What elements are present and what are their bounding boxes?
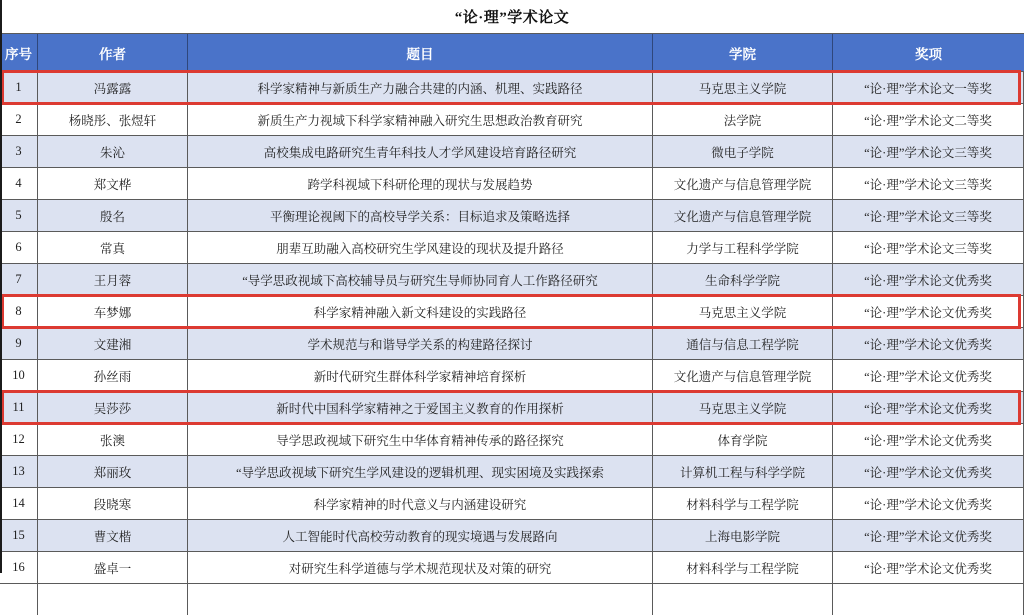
cell-title: 学术规范与和谐导学关系的构建路径探讨 bbox=[188, 328, 653, 359]
cell-no: 7 bbox=[0, 264, 38, 295]
cell-author: 冯露露 bbox=[38, 72, 188, 103]
cell-author: 常真 bbox=[38, 232, 188, 263]
cell-college: 法学院 bbox=[653, 104, 833, 135]
table-row bbox=[0, 232, 1024, 264]
cell-author: 杨晓彤、张煜轩 bbox=[38, 104, 188, 135]
cell-college: 生命科学学院 bbox=[653, 264, 833, 295]
cell-author: 孙丝雨 bbox=[38, 360, 188, 391]
cell-no: 1 bbox=[0, 72, 38, 103]
cell-author: 车梦娜 bbox=[38, 296, 188, 327]
cell-college: 上海电影学院 bbox=[653, 520, 833, 551]
cell-title: 跨学科视域下科研伦理的现状与发展趋势 bbox=[188, 168, 653, 199]
cell-no: 13 bbox=[0, 456, 38, 487]
table-row-highlighted bbox=[0, 72, 1024, 104]
cell-title: 高校集成电路研究生青年科技人才学风建设培育路径研究 bbox=[188, 136, 653, 167]
table-row bbox=[0, 488, 1024, 520]
awards-table bbox=[0, 33, 1024, 615]
cell-college: 通信与信息工程学院 bbox=[653, 328, 833, 359]
table-row bbox=[0, 520, 1024, 552]
cell-author: 朱沁 bbox=[38, 136, 188, 167]
cell-title: 新时代中国科学家精神之于爱国主义教育的作用探析 bbox=[188, 392, 653, 423]
cell-college: 文化遗产与信息管理学院 bbox=[653, 200, 833, 231]
cell-empty bbox=[833, 584, 1024, 615]
page-title: “论·理”学术论文 bbox=[454, 10, 570, 26]
cell-college: 马克思主义学院 bbox=[653, 72, 833, 103]
cell-award: “论·理”学术论文三等奖 bbox=[833, 136, 1024, 167]
table-row-highlighted bbox=[0, 296, 1024, 328]
cell-award: “论·理”学术论文二等奖 bbox=[833, 104, 1024, 135]
table-row bbox=[0, 552, 1024, 584]
cell-no: 2 bbox=[0, 104, 38, 135]
cell-college: 马克思主义学院 bbox=[653, 296, 833, 327]
cell-title: 科学家精神融入新文科建设的实践路径 bbox=[188, 296, 653, 327]
cell-college: 马克思主义学院 bbox=[653, 392, 833, 423]
cell-author: 王月蓉 bbox=[38, 264, 188, 295]
cell-award: “论·理”学术论文一等奖 bbox=[833, 72, 1024, 103]
cell-title: 平衡理论视阈下的高校导学关系：目标追求及策略选择 bbox=[188, 200, 653, 231]
cell-award: “论·理”学术论文优秀奖 bbox=[833, 328, 1024, 359]
cell-title: 对研究生科学道德与学术规范现状及对策的研究 bbox=[188, 552, 653, 583]
cell-author: 段晓寒 bbox=[38, 488, 188, 519]
cell-no: 3 bbox=[0, 136, 38, 167]
table-row bbox=[0, 456, 1024, 488]
cell-no: 4 bbox=[0, 168, 38, 199]
cell-no: 5 bbox=[0, 200, 38, 231]
table-header bbox=[0, 34, 1024, 72]
cell-award: “论·理”学术论文优秀奖 bbox=[833, 488, 1024, 519]
cell-college: 体育学院 bbox=[653, 424, 833, 455]
cell-award: “论·理”学术论文优秀奖 bbox=[833, 360, 1024, 391]
cell-college: 材料科学与工程学院 bbox=[653, 552, 833, 583]
cell-award: “论·理”学术论文三等奖 bbox=[833, 200, 1024, 231]
cell-author: 文建湘 bbox=[38, 328, 188, 359]
table-row-partial bbox=[0, 584, 1024, 615]
cell-award: “论·理”学术论文优秀奖 bbox=[833, 456, 1024, 487]
cell-author: 吴莎莎 bbox=[38, 392, 188, 423]
cell-empty bbox=[653, 584, 833, 615]
table-row bbox=[0, 104, 1024, 136]
cell-author: 张澳 bbox=[38, 424, 188, 455]
table-row bbox=[0, 136, 1024, 168]
cell-title: 导学思政视域下研究生中华体育精神传承的路径探究 bbox=[188, 424, 653, 455]
cell-award: “论·理”学术论文优秀奖 bbox=[833, 296, 1024, 327]
table-row bbox=[0, 424, 1024, 456]
cell-no: 14 bbox=[0, 488, 38, 519]
cell-college: 力学与工程科学学院 bbox=[653, 232, 833, 263]
column-header-4: 奖项 bbox=[915, 46, 942, 62]
table-row-highlighted bbox=[0, 392, 1024, 424]
cell-award: “论·理”学术论文优秀奖 bbox=[833, 392, 1024, 423]
cell-college: 微电子学院 bbox=[653, 136, 833, 167]
cell-author: 郑文桦 bbox=[38, 168, 188, 199]
cell-college: 计算机工程与科学学院 bbox=[653, 456, 833, 487]
cell-title: 新质生产力视域下科学家精神融入研究生思想政治教育研究 bbox=[188, 104, 653, 135]
cell-author: 殷名 bbox=[38, 200, 188, 231]
cell-no: 10 bbox=[0, 360, 38, 391]
cell-title: “导学思政视域下高校辅导员与研究生导师协同育人工作路径研究 bbox=[188, 264, 653, 295]
table-row bbox=[0, 328, 1024, 360]
table-row bbox=[0, 264, 1024, 296]
cell-empty bbox=[38, 584, 188, 615]
cell-college: 文化遗产与信息管理学院 bbox=[653, 168, 833, 199]
column-header-2: 题目 bbox=[188, 34, 653, 71]
cell-author: 曹文楷 bbox=[38, 520, 188, 551]
table-row bbox=[0, 200, 1024, 232]
cell-no: 8 bbox=[0, 296, 38, 327]
cell-title: 朋辈互助融入高校研究生学风建设的现状及提升路径 bbox=[188, 232, 653, 263]
cell-title: “导学思政视域下研究生学风建设的逻辑机理、现实困境及实践探索 bbox=[188, 456, 653, 487]
cell-award: “论·理”学术论文优秀奖 bbox=[833, 424, 1024, 455]
cell-award: “论·理”学术论文三等奖 bbox=[833, 168, 1024, 199]
column-header-0: 序号 bbox=[0, 34, 38, 71]
cell-author: 郑丽玫 bbox=[38, 456, 188, 487]
cell-award: “论·理”学术论文三等奖 bbox=[833, 232, 1024, 263]
cell-no: 11 bbox=[0, 392, 38, 423]
cell-no: 16 bbox=[0, 552, 38, 583]
cell-no: 9 bbox=[0, 328, 38, 359]
cell-college: 文化遗产与信息管理学院 bbox=[653, 360, 833, 391]
table-body bbox=[0, 72, 1024, 615]
page-left-border bbox=[0, 0, 2, 573]
cell-no: 15 bbox=[0, 520, 38, 551]
cell-award: “论·理”学术论文优秀奖 bbox=[833, 264, 1024, 295]
cell-empty bbox=[188, 584, 653, 615]
table-row bbox=[0, 360, 1024, 392]
cell-title: 人工智能时代高校劳动教育的现实境遇与发展路向 bbox=[188, 520, 653, 551]
cell-college: 材料科学与工程学院 bbox=[653, 488, 833, 519]
table-row bbox=[0, 168, 1024, 200]
cell-no: 6 bbox=[0, 232, 38, 263]
column-header-3: 学院 bbox=[653, 34, 833, 71]
cell-author: 盛卓一 bbox=[38, 552, 188, 583]
column-header-1: 作者 bbox=[38, 34, 188, 71]
cell-title: 新时代研究生群体科学家精神培育探析 bbox=[188, 360, 653, 391]
cell-empty bbox=[0, 584, 38, 615]
cell-title: 科学家精神与新质生产力融合共建的内涵、机理、实践路径 bbox=[188, 72, 653, 103]
cell-title: 科学家精神的时代意义与内涵建设研究 bbox=[188, 488, 653, 519]
cell-award: “论·理”学术论文优秀奖 bbox=[833, 520, 1024, 551]
cell-award: “论·理”学术论文优秀奖 bbox=[833, 552, 1024, 583]
cell-no: 12 bbox=[0, 424, 38, 455]
